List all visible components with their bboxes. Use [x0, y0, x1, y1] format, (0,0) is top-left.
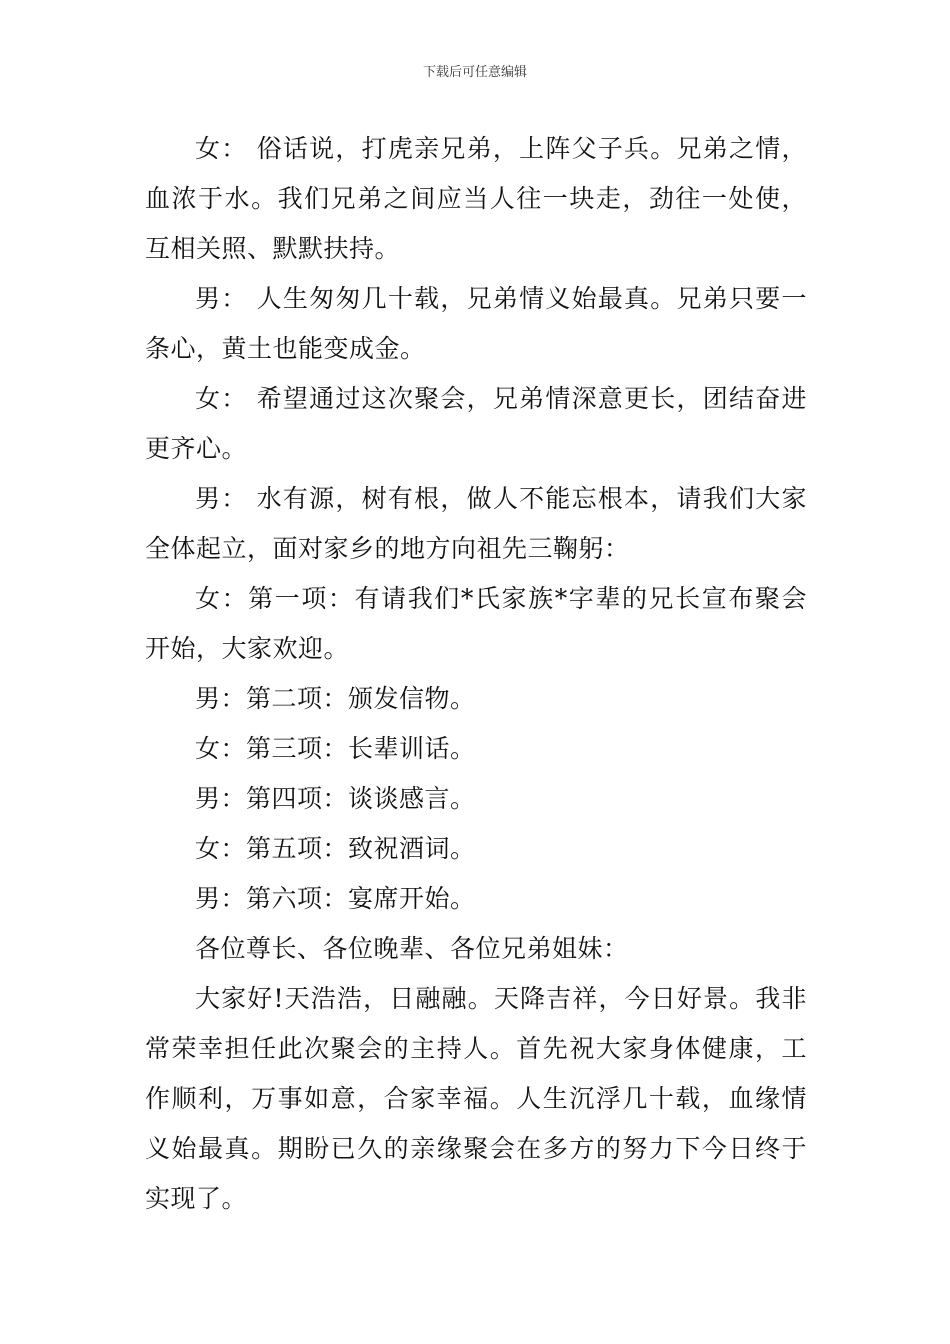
paragraph: 男： 人生匆匆几十载，兄弟情义始最真。兄弟只要一条心，黄土也能变成金。 [145, 284, 807, 363]
paragraph: 大家好!天浩浩，日融融。天降吉祥，今日好景。我非常荣幸担任此次聚会的主持人。首先祝大家身体健康，工作顺利，万事如意，合家幸福。人生沉浮几十载，血缘情义始最真。期盼已久的亲缘聚会在多方的努力下今日终于实现了。 [145, 984, 807, 1213]
paragraph: 女：第三项：长辈训话。 [195, 734, 476, 763]
paragraph: 男：第四项：谈谈感言。 [195, 784, 476, 813]
paragraph: 女：第一项：有请我们*氏家族*字辈的兄长宣布聚会开始，大家欢迎。 [145, 584, 807, 663]
page-header: 下载后可任意编辑 [422, 65, 527, 80]
paragraph: 女： 希望通过这次聚会，兄弟情深意更长，团结奋进更齐心。 [145, 384, 807, 463]
paragraph: 女： 俗话说，打虎亲兄弟，上阵父子兵。兄弟之情，血浓于水。我们兄弟之间应当人往一块走，劲往一处使，互相关照、默默扶持。 [145, 134, 807, 263]
paragraph: 男：第二项：颁发信物。 [195, 684, 476, 713]
document-body [145, 124, 807, 1224]
paragraph: 男： 水有源，树有根，做人不能忘根本，请我们大家全体起立，面对家乡的地方向祖先三鞠躬： [145, 484, 807, 563]
paragraph: 女：第五项：致祝酒词。 [195, 834, 476, 863]
paragraph: 各位尊长、各位晚辈、各位兄弟姐妹： [195, 934, 629, 963]
paragraph: 男：第六项：宴席开始。 [195, 884, 476, 913]
